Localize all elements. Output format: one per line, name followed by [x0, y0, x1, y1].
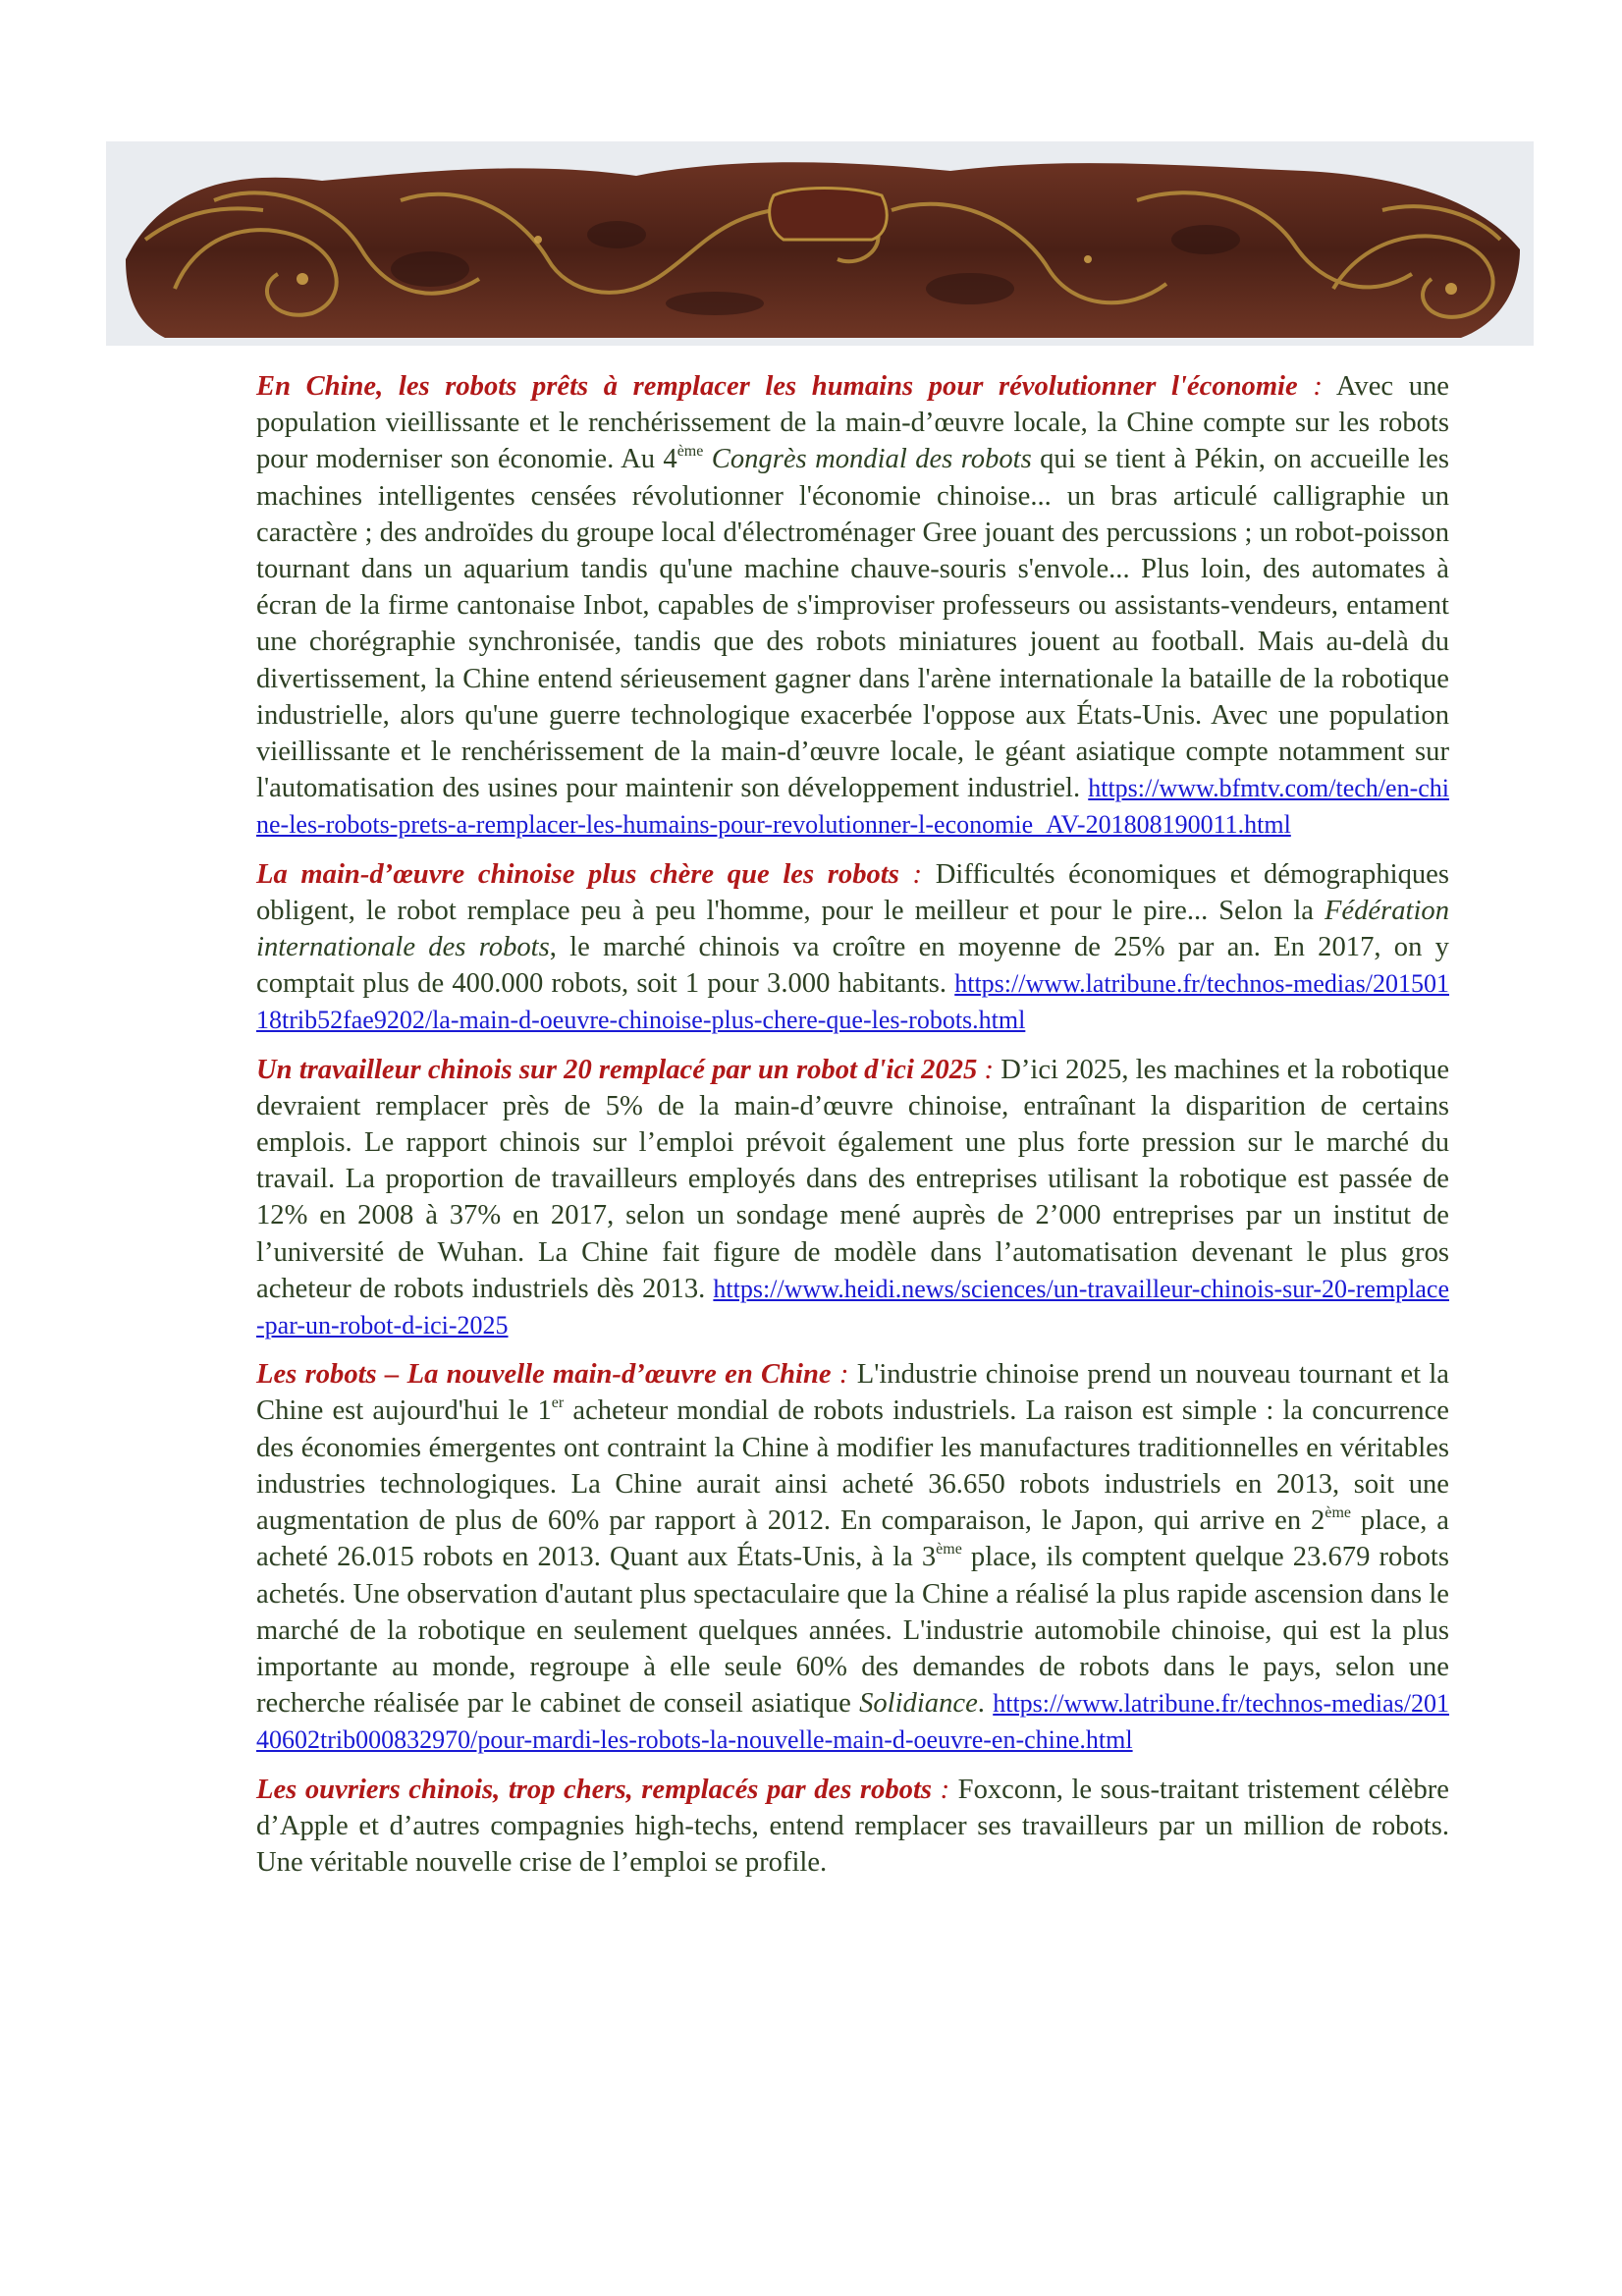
article-text: L'industrie chinoise prend un nouveau tournant et la Chine est aujourd'hui le 1	[256, 1359, 1450, 1427]
title-colon: :	[898, 858, 923, 890]
article-text: acheteur mondial de robots industriels. La raison est simple : la concurrence des économies émergentes ont contraint la Chine à modifier les manufactures traditionnelles en véritables industries technologiques. La Chine aurait ainsi acheté 36.650 robots industriels en 2013, soit une augmentation de plus de 60% par rapport à 2012. En comparaison, le Japon, qui arrive en 2	[256, 1395, 1449, 1537]
source-link[interactable]: https://www.latribune.fr/technos-medias/20150118trib52fae9202/la-main-d-oeuvre-chinoise-plus-chere-que-les-robots.html	[256, 969, 1449, 1035]
source-link[interactable]: https://www.bfmtv.com/tech/en-chine-les-robots-prets-a-remplacer-les-humains-pour-revolutionner-l-economie_AV-201808190011.html	[256, 774, 1449, 840]
title-colon: :	[1297, 371, 1323, 402]
article-3	[256, 1052, 1449, 1344]
article-5	[256, 1772, 1449, 1882]
article-text: D’ici 2025, les machines et la robotique devraient remplacer près de 5% de la main-d’œuvre chinoise, entraînant la disparition de certains emplois. Le rapport chinois sur l’emploi prévoit également une plus forte pression sur le marché du travail. La proportion de travailleurs employés dans des entreprises utilisant la robotique est passée de 12% en 2008 à 37% en 2017, selon un sondage mené auprès de 2’000 entreprises par un institut de l’université de Wuhan. La Chine fait figure de modèle dans l’automatisation devenant le plus gros acheteur de robots industriels dès 2013.	[256, 1054, 1450, 1304]
article-italic: Fédération internationale des robots	[256, 895, 1449, 963]
source-link[interactable]: https://www.heidi.news/sciences/un-travailleur-chinois-sur-20-remplace-par-un-robot-d-ici-2025	[256, 1274, 1449, 1340]
article-text: place, a acheté 26.015 robots en 2013. Quant aux États-Unis, à la 3	[256, 1505, 1449, 1573]
article-text: Avec une population vieillissante et le renchérissement de la main-d’œuvre locale, la Chine compte sur les robots pour moderniser son économie. Au 4	[256, 371, 1449, 475]
article-title: Les ouvriers chinois, trop chers, remplacés par des robots	[256, 1774, 933, 1805]
article-column	[256, 368, 1449, 1893]
superscript: er	[551, 1394, 565, 1412]
superscript: ème	[1325, 1504, 1352, 1522]
superscript: ème	[936, 1541, 962, 1558]
title-colon: :	[932, 1774, 950, 1805]
article-title: En Chine, les robots prêts à remplacer les humains pour révolutionner l'économie	[256, 371, 1298, 402]
source-link[interactable]: https://www.latribune.fr/technos-medias/20140602trib000832970/pour-mardi-les-robots-la-nouvelle-main-d-oeuvre-en-chine.html	[256, 1689, 1449, 1755]
article-2	[256, 856, 1449, 1039]
superscript: ème	[676, 443, 704, 461]
title-colon: :	[977, 1054, 995, 1085]
article-text: qui se tient à Pékin, on accueille les machines intelligentes censées révolutionner l'économie chinoise... un bras articulé calligraphie un caractère ; des androïdes du groupe local d'électroménager Gree jouant des percussions ; un robot-poisson tournant dans un aquarium tandis qu'une machine chauve-souris s'envole... Plus loin, des automates à écran de la firme cantonaise Inbot, capables de s'improviser professeurs ou assistants-vendeurs, entament une chorégraphie synchronisée, tandis que des robots miniatures jouent au football. Mais au-delà du divertissement, la Chine entend sérieusement gagner dans l'arène internationale la bataille de la robotique industrielle, alors qu'une guerre technologique exacerbée l'oppose aux États-Unis. Avec une population vieillissante et le renchérissement de la main-d’œuvre locale, le géant asiatique compte notamment sur l'automatisation des usines pour maintenir son développement industriel.	[256, 444, 1449, 804]
article-1	[256, 368, 1449, 844]
article-text: .	[977, 1688, 994, 1720]
article-text: Foxconn, le sous-traitant tristement célèbre d’Apple et d’autres compagnies high-techs, entend remplacer ses travailleurs par un million de robots. Une véritable nouvelle crise de l’emploi se profile.	[256, 1774, 1449, 1878]
article-italic: Congrès mondial des robots	[711, 444, 1032, 475]
carved-wood-banner	[106, 141, 1534, 346]
title-colon: :	[831, 1359, 849, 1391]
article-title: La main-d’œuvre chinoise plus chère que les robots	[256, 858, 899, 890]
article-title: Les robots – La nouvelle main-d’œuvre en Chine	[256, 1359, 832, 1391]
carved-wood-panel-icon	[106, 141, 1534, 346]
article-4	[256, 1356, 1449, 1758]
article-title: Un travailleur chinois sur 20 remplacé par un robot d'ici 2025	[256, 1054, 978, 1085]
article-text: place, ils comptent quelque 23.679 robots achetés. Une observation d'autant plus spectaculaire que la Chine a réalisé la plus rapide ascension dans le marché de la robotique en seulement quelques années. L'industrie automobile chinoise, qui est la plus importante au monde, regroupe à elle seule 60% des demandes de robots dans le pays, selon une recherche réalisée par le cabinet de conseil asiatique	[256, 1542, 1449, 1720]
article-italic: Solidiance	[859, 1688, 978, 1720]
article-text: , le marché chinois va croître en moyenne de 25% par an. En 2017, on y comptait plus de 400.000 robots, soit 1 pour 3.000 habitants.	[256, 932, 1449, 1000]
article-text: Difficultés économiques et démographiques obligent, le robot remplace peu à peu l'homme, pour le meilleur et pour le pire... Selon la	[256, 858, 1449, 926]
